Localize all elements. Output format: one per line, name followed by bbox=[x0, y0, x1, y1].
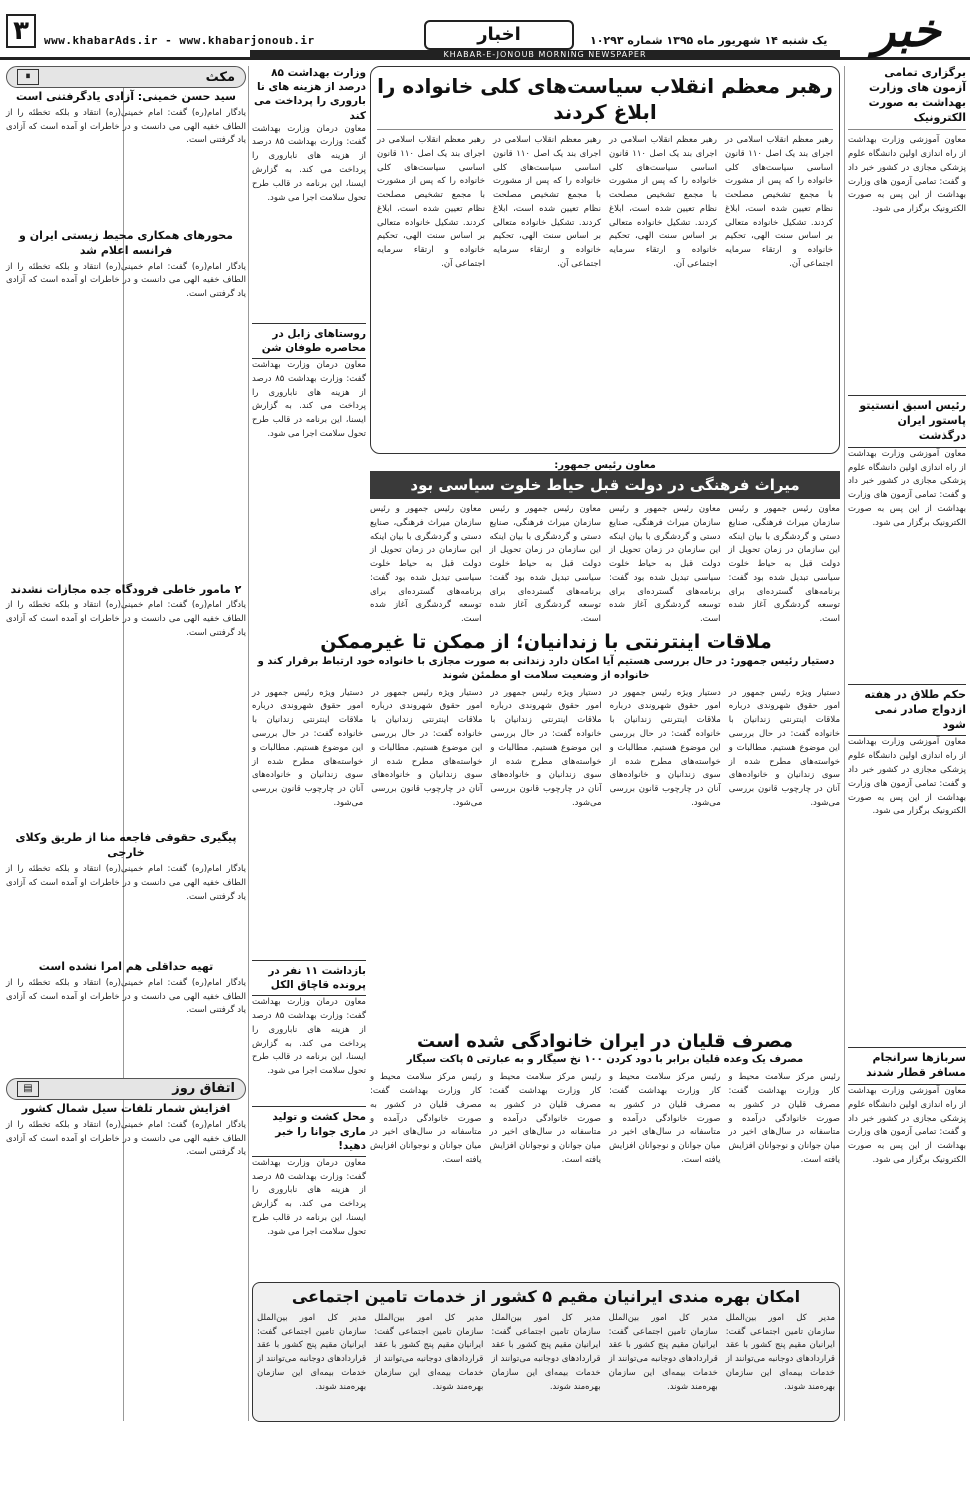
article-body: معاون رئیس جمهور و رئیس سازمان میراث فرهنگی، صنایع دستی و گردشگری با بیان اینکه این سازمان در زمان تحویل از دولت قبل به حیاط خلوت سیاسی تبدیل شده بود گفت: برنامه‌های گسترده‌ای برای توسعه گردشگری آغاز شده است. bbox=[489, 504, 601, 625]
article-body: رئیس مرکز سلامت محیط و کار وزارت بهداشت گفت: مصرف قلیان در کشور به صورت خانوادگی درآمده و متاسفانه در سال‌های اخیر در میان جوانان و نوجوانان افزایش یافته است. bbox=[489, 1072, 601, 1165]
article-body: معاون رئیس جمهور و رئیس سازمان میراث فرهنگی، صنایع دستی و گردشگری با بیان اینکه این سازمان در زمان تحویل از دولت قبل به حیاط خلوت سیاسی تبدیل شده بود گفت: برنامه‌های گسترده‌ای برای توسعه گردشگری آغاز شده است. bbox=[370, 504, 482, 625]
headline: سید حسن خمینی: آزادی یادگرفتنی است bbox=[16, 90, 236, 103]
article-body: معاون آموزشی وزارت بهداشت از راه اندازی اولین دانشگاه علوم پزشکی مجازی در کشور خبر داد و گفت: تمامی آزمون های وزارت بهداشت از این پس به صورت الکترونیک برگزار می شود. bbox=[848, 448, 966, 528]
column-divider bbox=[248, 66, 249, 1421]
headline: سربازها سرانجام مسافر قطار شدند bbox=[848, 1047, 966, 1085]
article-body: دستیار ویژه رئیس جمهور در امور حقوق شهروندی درباره ملاقات اینترنتی زندانیان با خانواده گفت: در حال بررسی این موضوع هستیم. مطالبات و خواسته‌های مطرح شده از سوی زندانیان و خانواده‌های آنان در چارچوب قانون بررسی می‌شود. bbox=[490, 687, 602, 808]
headline: محل کشت و تولید ماری جوانا را خبر دهید! bbox=[252, 1106, 366, 1157]
article-body: دستیار ویژه رئیس جمهور در امور حقوق شهروندی درباره ملاقات اینترنتی زندانیان با خانواده گفت: در حال بررسی این موضوع هستیم. مطالبات و خواسته‌های مطرح شده از سوی زندانیان و خانواده‌های آنان در چارچوب قانون بررسی می‌شود. bbox=[251, 687, 364, 808]
headline: حکم طلاق در هفته ازدواج صادر نمی شود bbox=[848, 684, 966, 737]
article-body: رئیس مرکز سلامت محیط و کار وزارت بهداشت گفت: مصرف قلیان در کشور به صورت خانوادگی درآمده و متاسفانه در سال‌های اخیر در میان جوانان و نوجوانان افزایش یافته است. bbox=[728, 1072, 840, 1165]
prison-subhead: دستیار رئیس جمهور: در حال بررسی هستیم آیا امکان دارد زندانی به صورت مجازی با خانواده خود ارتباط برقرار کند و خانواده از وضعیت سلامت او مطمئن شوند bbox=[257, 655, 835, 681]
prison-headline: ملاقات اینترنتی با زندانیان؛ از ممکن تا غیرممکن bbox=[320, 631, 772, 653]
article-body: مدیر کل امور بین‌الملل سازمان تامین اجتماعی گفت: ایرانیان مقیم پنج کشور با عقد قراردادهای دوجانبه می‌توانند از خدمات بیمه‌ای این سازمان بهره‌مند شوند. bbox=[256, 1312, 367, 1392]
sub-banner: KHABAR-E-JONOUB MORNING NEWSPAPER bbox=[250, 50, 840, 60]
article-body: دستیار ویژه رئیس جمهور در امور حقوق شهروندی درباره ملاقات اینترنتی زندانیان با خانواده گفت: در حال بررسی این موضوع هستیم. مطالبات و خواسته‌های مطرح شده از سوی زندانیان و خانواده‌های آنان در چارچوب قانون بررسی می‌شود. bbox=[728, 687, 840, 808]
article-body: مدیر کل امور بین‌الملل سازمان تامین اجتماعی گفت: ایرانیان مقیم پنج کشور با عقد قراردادهای دوجانبه می‌توانند از خدمات بیمه‌ای این سازمان بهره‌مند شوند. bbox=[491, 1312, 601, 1392]
headline: محورهای همکاری محیط زیستی ایران و فرانسه اعلام شد bbox=[19, 228, 233, 257]
article-body: مدیر کل امور بین‌الملل سازمان تامین اجتماعی گفت: ایرانیان مقیم پنج کشور با عقد قراردادهای دوجانبه می‌توانند از خدمات بیمه‌ای این سازمان بهره‌مند شوند. bbox=[608, 1312, 718, 1392]
lead-story bbox=[370, 66, 840, 454]
article-body: دستیار ویژه رئیس جمهور در امور حقوق شهروندی درباره ملاقات اینترنتی زندانیان با خانواده گفت: در حال بررسی این موضوع هستیم. مطالبات و خواسته‌های مطرح شده از سوی زندانیان و خانواده‌های آنان در چارچوب قانون بررسی می‌شود. bbox=[609, 687, 721, 808]
rule bbox=[848, 129, 966, 130]
news-icon: ▤ bbox=[17, 1081, 39, 1097]
kicker: معاون رئیس جمهور: bbox=[554, 460, 656, 471]
article-body: رهبر معظم انقلاب اسلامی در اجرای بند یک اصل ۱۱۰ قانون اساسی سیاست‌های کلی خانواده را که پس از مشورت با مجمع تشخیص مصلحت نظام تعیین شده است، ابلاغ کردند. تشکیل خانواده متعالی بر اساس سنت الهی، تحکیم خانواده و ارتقاء سرمایه اجتماعی آن. bbox=[725, 135, 834, 269]
masthead bbox=[0, 0, 970, 60]
hookah-subhead: مصرف یک وعده قلیان برابر با دود کردن ۱۰۰ نخ سیگار و به عبارتی ۵ پاکت سیگار bbox=[406, 1054, 804, 1066]
left-column bbox=[6, 66, 246, 1421]
column-tag bbox=[6, 1078, 246, 1100]
headline: بازداشت ۱۱ نفر در پرونده قاچاق الکل bbox=[252, 960, 366, 996]
article-body: معاون درمان وزارت بهداشت گفت: وزارت بهداشت ۸۵ درصد از هزینه های ناباروری را پرداخت می کند. به گزارش ایسنا، این برنامه در قالب طرح تحول سلامت اجرا می شود. bbox=[252, 1157, 366, 1237]
headline: افزایش شمار تلفات سیل شمال کشور bbox=[21, 1101, 231, 1115]
article-body: معاون آموزشی وزارت بهداشت از راه اندازی اولین دانشگاه علوم پزشکی مجازی در کشور خبر داد و گفت: تمامی آزمون های وزارت بهداشت از این پس به صورت الکترونیک برگزار می شود. bbox=[848, 737, 966, 817]
mid-column-lower bbox=[252, 960, 366, 1278]
article-body: یادگار امام(ره) گفت: امام خمینی(ره) انتقاد و بلکه تخطئه را از الطاف خفیه الهی می دانست و در خاطرات او آمده است که آزادی یاد گرفتنی است. bbox=[6, 1119, 246, 1158]
article-body: دستیار ویژه رئیس جمهور در امور حقوق شهروندی درباره ملاقات اینترنتی زندانیان با خانواده گفت: در حال بررسی این موضوع هستیم. مطالبات و خواسته‌های مطرح شده از سوی زندانیان و خانواده‌های آنان در چارچوب قانون بررسی می‌شود. bbox=[371, 687, 483, 808]
hookah-headline: مصرف قلیان در ایران خانوادگی شده است bbox=[417, 1031, 793, 1052]
article-body: رئیس مرکز سلامت محیط و کار وزارت بهداشت گفت: مصرف قلیان در کشور به صورت خانوادگی درآمده و متاسفانه در سال‌های اخیر در میان جوانان و نوجوانان افزایش یافته است. bbox=[609, 1072, 721, 1165]
article-body: رهبر معظم انقلاب اسلامی در اجرای بند یک اصل ۱۱۰ قانون اساسی سیاست‌های کلی خانواده را که پس از مشورت با مجمع تشخیص مصلحت نظام تعیین شده است، ابلاغ کردند. تشکیل خانواده متعالی بر اساس سنت الهی، تحکیم خانواده و ارتقاء سرمایه اجتماعی آن. bbox=[609, 135, 718, 269]
rule bbox=[377, 129, 833, 130]
heritage-story bbox=[370, 460, 840, 625]
hookah-story bbox=[370, 1030, 840, 1291]
article-body: یادگار امام(ره) گفت: امام خمینی(ره) انتقاد و بلکه تخطئه را از الطاف خفیه الهی می دانست و در خاطرات او آمده است که آزادی یاد گرفتنی است. bbox=[6, 977, 246, 1016]
headline: پیگیری حقوقی فاجعه منا از طریق وکلای خارجی bbox=[15, 831, 237, 860]
article-body: مدیر کل امور بین‌الملل سازمان تامین اجتماعی گفت: ایرانیان مقیم پنج کشور با عقد قراردادهای دوجانبه می‌توانند از خدمات بیمه‌ای این سازمان بهره‌مند شوند. bbox=[725, 1312, 835, 1392]
date-line: یک شنبه ۱۴ شهریور ماه ۱۳۹۵ شماره ۱۰۲۹۳ bbox=[590, 34, 828, 47]
article-body: معاون درمان وزارت بهداشت گفت: وزارت بهداشت ۸۵ درصد از هزینه های ناباروری را پرداخت می کند. به گزارش ایسنا، این برنامه در قالب طرح تحول سلامت اجرا می شود. bbox=[252, 123, 366, 203]
article-body: رهبر معظم انقلاب اسلامی در اجرای بند یک اصل ۱۱۰ قانون اساسی سیاست‌های کلی خانواده را که پس از مشورت با مجمع تشخیص مصلحت نظام تعیین شده است، ابلاغ کردند. تشکیل خانواده متعالی بر اساس سنت الهی، تحکیم خانواده و ارتقاء سرمایه اجتماعی آن. bbox=[493, 135, 602, 269]
headline: تهیه حداقلی هم امرا نشده است bbox=[38, 960, 214, 974]
article-body: یادگار امام(ره) گفت: امام خمینی(ره) انتقاد و بلکه تخطئه را از الطاف خفیه الهی می دانست و در خاطرات او آمده است که آزادی یاد گرفتنی است. bbox=[6, 864, 246, 902]
tag-label: مکث bbox=[205, 69, 235, 85]
headline: رئیس اسبق انستیتو پاستور ایران درگذشت bbox=[848, 395, 966, 448]
column-tag bbox=[6, 66, 246, 88]
section-title: اخبار bbox=[424, 20, 574, 50]
article-body: رئیس مرکز سلامت محیط و کار وزارت بهداشت گفت: مصرف قلیان در کشور به صورت خانوادگی درآمده و متاسفانه در سال‌های اخیر در میان جوانان و نوجوانان افزایش یافته است. bbox=[370, 1072, 482, 1165]
headline: برگزاری تمامی آزمون های وزارت بهداشت به صورت الکترونیک bbox=[868, 66, 966, 124]
mid-column bbox=[252, 66, 366, 626]
pension-headline: امکان بهره مندی ایرانیان مقیم ۵ کشور از خدمات تامین اجتماعی bbox=[291, 1287, 801, 1306]
tag-label: اتفاق روز bbox=[172, 1081, 235, 1097]
article-body: معاون رئیس جمهور و رئیس سازمان میراث فرهنگی، صنایع دستی و گردشگری با بیان اینکه این سازمان در زمان تحویل از دولت قبل به حیاط خلوت سیاسی تبدیل شده بود گفت: برنامه‌های گسترده‌ای برای توسعه گردشگری آغاز شده است. bbox=[609, 504, 721, 625]
article-body: معاون آموزشی وزارت بهداشت از راه اندازی اولین دانشگاه علوم پزشکی مجازی در کشور خبر داد و گفت: تمامی آزمون های وزارت بهداشت از این پس به صورت الکترونیک برگزار می شود. bbox=[848, 1086, 966, 1165]
article-body: مدیر کل امور بین‌الملل سازمان تامین اجتماعی گفت: ایرانیان مقیم پنج کشور با عقد قراردادهای دوجانبه می‌توانند از خدمات بیمه‌ای این سازمان بهره‌مند شوند. bbox=[374, 1312, 484, 1392]
site-address[interactable]: www.khabarAds.ir - www.khabarjonoub.ir bbox=[44, 34, 315, 47]
pause-icon: ⏸ bbox=[17, 69, 39, 85]
article-body: یادگار امام(ره) گفت: امام خمینی(ره) انتقاد و بلکه تخطئه را از الطاف خفیه الهی می دانست و در خاطرات او آمده است که آزادی یاد گرفتنی است. bbox=[6, 600, 246, 638]
heritage-headline: میراث فرهنگی در دولت قبل حیاط خلوت سیاسی بود bbox=[370, 471, 840, 499]
article-body: معاون رئیس جمهور و رئیس سازمان میراث فرهنگی، صنایع دستی و گردشگری با بیان اینکه این سازمان در زمان تحویل از دولت قبل به حیاط خلوت سیاسی تبدیل شده بود گفت: برنامه‌های گسترده‌ای برای توسعه گردشگری آغاز شده است. bbox=[728, 504, 840, 625]
headline: ۲ مامور خاطی فرودگاه جده مجازات نشدند bbox=[10, 582, 242, 596]
headline: وزارت بهداشت ۸۵ درصد از هزینه های نا باروری را پرداخت می کند bbox=[253, 67, 366, 122]
newspaper-logo: خبر bbox=[873, 3, 941, 57]
column-divider bbox=[844, 66, 845, 1421]
article-body: معاون آموزشی وزارت بهداشت از راه اندازی اولین دانشگاه علوم پزشکی مجازی در کشور خبر داد و گفت: تمامی آزمون های وزارت بهداشت از این پس به صورت الکترونیک برگزار می شود. bbox=[848, 135, 966, 215]
article-body: معاون درمان وزارت بهداشت گفت: وزارت بهداشت ۸۵ درصد از هزینه های ناباروری را پرداخت می کند. به گزارش ایسنا، این برنامه در قالب طرح تحول سلامت اجرا می شود. bbox=[252, 997, 366, 1077]
lead-headline: رهبر معظم انقلاب سیاست‌های کلی خانواده را ابلاغ کردند bbox=[377, 74, 833, 124]
page-number: ۳ bbox=[6, 14, 36, 48]
right-column bbox=[848, 66, 966, 1421]
article-body: معاون درمان وزارت بهداشت گفت: وزارت بهداشت ۸۵ درصد از هزینه های ناباروری را پرداخت می کند. به گزارش ایسنا، این برنامه در قالب طرح تحول سلامت اجرا می شود. bbox=[252, 360, 366, 439]
article-body: رهبر معظم انقلاب اسلامی در اجرای بند یک اصل ۱۱۰ قانون اساسی سیاست‌های کلی خانواده را که پس از مشورت با مجمع تشخیص مصلحت نظام تعیین شده است، ابلاغ کردند. تشکیل خانواده متعالی بر اساس سنت الهی، تحکیم خانواده و ارتقاء سرمایه اجتماعی آن. bbox=[377, 135, 486, 269]
article-body: یادگار امام(ره) گفت: امام خمینی(ره) انتقاد و بلکه تخطئه را از الطاف خفیه الهی می دانست و در خاطرات او آمده است که آزادی یاد گرفتنی است. bbox=[6, 261, 246, 300]
article-body: یادگار امام(ره) گفت: امام خمینی(ره) انتقاد و بلکه تخطئه را از الطاف خفیه الهی می دانست و در خاطرات او آمده است که آزادی یاد گرفتنی است. bbox=[6, 107, 246, 146]
headline: روستاهای زابل در محاصره طوفان شن bbox=[252, 323, 366, 359]
